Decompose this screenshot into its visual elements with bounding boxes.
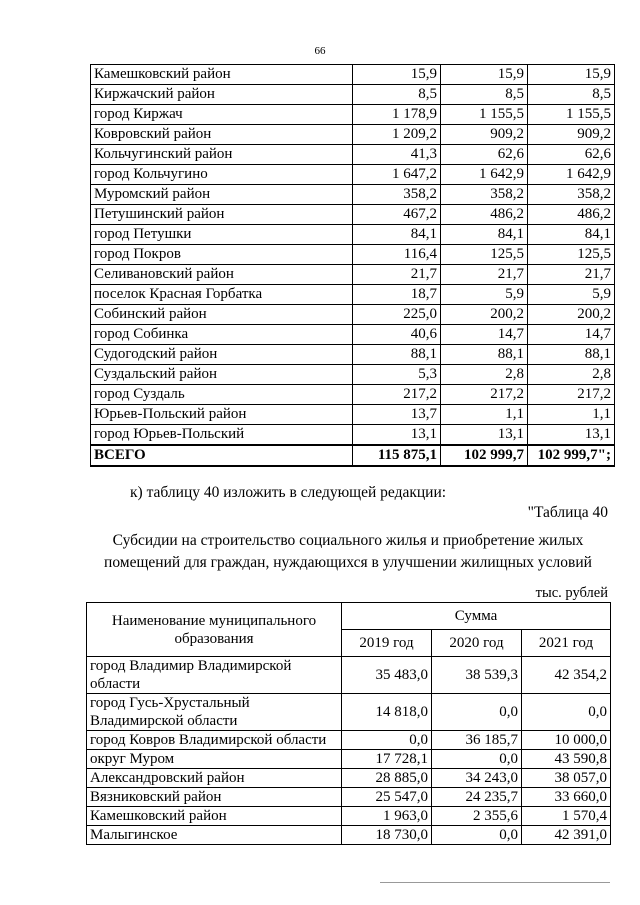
table-row — [91, 425, 615, 446]
value-2020: 909,2 — [441, 125, 528, 145]
table-row — [91, 285, 615, 305]
municipality-name: город Киржач — [91, 105, 353, 125]
value-2020: 38 539,3 — [432, 657, 522, 694]
value-2021: 84,1 — [528, 225, 615, 245]
value-2019: 467,2 — [353, 205, 441, 225]
table-row — [87, 657, 611, 694]
value-2020: 8,5 — [441, 85, 528, 105]
table-row — [91, 405, 615, 425]
value-2020: 1,1 — [441, 405, 528, 425]
table-row — [87, 694, 611, 731]
table-label: "Таблица 40 — [527, 504, 608, 521]
municipality-name: город Петушки — [91, 225, 353, 245]
municipality-name: город Кольчугино — [91, 165, 353, 185]
municipality-name: Александровский район — [87, 769, 342, 788]
total-2021: 102 999,7"; — [528, 445, 615, 466]
page-number: 66 — [314, 45, 326, 57]
scan-artifact-line — [380, 882, 610, 883]
table-row — [91, 205, 615, 225]
value-2020: 2 355,6 — [432, 807, 522, 826]
total-2020: 102 999,7 — [441, 445, 528, 466]
value-2020: 24 235,7 — [432, 788, 522, 807]
value-2021: 21,7 — [528, 265, 615, 285]
municipality-name: Муромский район — [91, 185, 353, 205]
municipality-name: Малыгинское — [87, 826, 342, 845]
value-2021: 1 155,5 — [528, 105, 615, 125]
value-2021: 8,5 — [528, 85, 615, 105]
header-municipality: Наименование муниципального образования — [87, 603, 342, 657]
value-2019: 217,2 — [353, 385, 441, 405]
municipality-name: город Ковров Владимирской области — [87, 731, 342, 750]
value-2020: 0,0 — [432, 750, 522, 769]
housing-subsidy-table — [86, 602, 611, 845]
municipality-name: город Собинка — [91, 325, 353, 345]
municipality-name: Камешковский район — [91, 65, 353, 85]
total-label: ВСЕГО — [91, 445, 353, 466]
table-row — [87, 826, 611, 845]
table-row — [87, 807, 611, 826]
value-2020: 1 155,5 — [441, 105, 528, 125]
table-row — [91, 305, 615, 325]
value-2021: 217,2 — [528, 385, 615, 405]
value-2021: 33 660,0 — [522, 788, 611, 807]
value-2019: 18,7 — [353, 285, 441, 305]
value-2019: 1 178,9 — [353, 105, 441, 125]
table-row — [87, 788, 611, 807]
value-2019: 1 963,0 — [342, 807, 432, 826]
value-2021: 200,2 — [528, 305, 615, 325]
value-2020: 62,6 — [441, 145, 528, 165]
value-2020: 200,2 — [441, 305, 528, 325]
table-row — [87, 750, 611, 769]
value-2021: 42 354,2 — [522, 657, 611, 694]
units-label: тыс. рублей — [535, 585, 608, 601]
value-2020: 125,5 — [441, 245, 528, 265]
value-2021: 5,9 — [528, 285, 615, 305]
value-2021: 909,2 — [528, 125, 615, 145]
municipality-name: Селивановский район — [91, 265, 353, 285]
value-2021: 62,6 — [528, 145, 615, 165]
table-row — [91, 345, 615, 365]
table-row — [91, 105, 615, 125]
value-2019: 13,7 — [353, 405, 441, 425]
municipality-name: город Юрьев-Польский — [91, 425, 353, 446]
value-2019: 84,1 — [353, 225, 441, 245]
value-2019: 0,0 — [342, 731, 432, 750]
header-2020: 2020 год — [432, 630, 522, 657]
table-row — [91, 325, 615, 345]
municipality-name: город Суздаль — [91, 385, 353, 405]
value-2020: 13,1 — [441, 425, 528, 446]
value-2020: 217,2 — [441, 385, 528, 405]
header-2019: 2019 год — [342, 630, 432, 657]
table-row — [91, 165, 615, 185]
value-2020: 36 185,7 — [432, 731, 522, 750]
table-row — [91, 185, 615, 205]
value-2019: 225,0 — [353, 305, 441, 325]
municipality-name: город Гусь-Хрустальный Владимирской области — [87, 694, 342, 731]
value-2020: 1 642,9 — [441, 165, 528, 185]
municipality-name: округ Муром — [87, 750, 342, 769]
municipality-name: Петушинский район — [91, 205, 353, 225]
table-row — [91, 385, 615, 405]
table-title: Субсидии на строительство социального жилья и приобретение жилых помещений для граждан, нуждающихся в улучшении жилищных условий — [104, 532, 592, 571]
value-2020: 84,1 — [441, 225, 528, 245]
value-2021: 42 391,0 — [522, 826, 611, 845]
value-2021: 486,2 — [528, 205, 615, 225]
header-sum: Сумма — [342, 603, 611, 630]
value-2019: 25 547,0 — [342, 788, 432, 807]
value-2019: 40,6 — [353, 325, 441, 345]
value-2021: 43 590,8 — [522, 750, 611, 769]
value-2021: 1 642,9 — [528, 165, 615, 185]
table-row — [91, 145, 615, 165]
value-2019: 14 818,0 — [342, 694, 432, 731]
value-2020: 88,1 — [441, 345, 528, 365]
value-2020: 15,9 — [441, 65, 528, 85]
value-2019: 18 730,0 — [342, 826, 432, 845]
value-2019: 88,1 — [353, 345, 441, 365]
value-2019: 35 483,0 — [342, 657, 432, 694]
value-2020: 0,0 — [432, 826, 522, 845]
municipality-name: Собинский район — [91, 305, 353, 325]
value-2021: 13,1 — [528, 425, 615, 446]
amendment-text: к) таблицу 40 изложить в следующей редакции: — [130, 484, 447, 501]
table-row — [91, 245, 615, 265]
header-2021: 2021 год — [522, 630, 611, 657]
municipality-name: Ковровский район — [91, 125, 353, 145]
municipality-name: Киржачский район — [91, 85, 353, 105]
municipality-name: Вязниковский район — [87, 788, 342, 807]
value-2020: 358,2 — [441, 185, 528, 205]
value-2019: 28 885,0 — [342, 769, 432, 788]
value-2021: 38 057,0 — [522, 769, 611, 788]
value-2020: 34 243,0 — [432, 769, 522, 788]
table-row — [91, 265, 615, 285]
value-2019: 1 647,2 — [353, 165, 441, 185]
table-row — [91, 365, 615, 385]
value-2019: 1 209,2 — [353, 125, 441, 145]
value-2019: 358,2 — [353, 185, 441, 205]
municipality-name: Кольчугинский район — [91, 145, 353, 165]
municipality-name: город Владимир Владимирской области — [87, 657, 342, 694]
value-2019: 116,4 — [353, 245, 441, 265]
value-2021: 0,0 — [522, 694, 611, 731]
municipality-name: Судогодский район — [91, 345, 353, 365]
continued-subsidy-table — [90, 64, 615, 467]
value-2019: 13,1 — [353, 425, 441, 446]
value-2021: 88,1 — [528, 345, 615, 365]
table-row — [91, 85, 615, 105]
municipality-name: Юрьев-Польский район — [91, 405, 353, 425]
table-row — [91, 125, 615, 145]
municipality-name: Суздальский район — [91, 365, 353, 385]
table-row — [87, 731, 611, 750]
table-row — [87, 769, 611, 788]
value-2021: 358,2 — [528, 185, 615, 205]
value-2021: 1,1 — [528, 405, 615, 425]
municipality-name: поселок Красная Горбатка — [91, 285, 353, 305]
value-2021: 15,9 — [528, 65, 615, 85]
value-2019: 21,7 — [353, 265, 441, 285]
value-2021: 14,7 — [528, 325, 615, 345]
value-2020: 5,9 — [441, 285, 528, 305]
value-2020: 14,7 — [441, 325, 528, 345]
value-2020: 2,8 — [441, 365, 528, 385]
total-2019: 115 875,1 — [353, 445, 441, 466]
value-2020: 0,0 — [432, 694, 522, 731]
value-2019: 5,3 — [353, 365, 441, 385]
value-2019: 8,5 — [353, 85, 441, 105]
total-row — [91, 445, 615, 466]
value-2021: 125,5 — [528, 245, 615, 265]
table-row — [91, 65, 615, 85]
value-2019: 17 728,1 — [342, 750, 432, 769]
value-2019: 41,3 — [353, 145, 441, 165]
value-2019: 15,9 — [353, 65, 441, 85]
municipality-name: Камешковский район — [87, 807, 342, 826]
value-2020: 21,7 — [441, 265, 528, 285]
value-2021: 2,8 — [528, 365, 615, 385]
table-row — [91, 225, 615, 245]
value-2021: 1 570,4 — [522, 807, 611, 826]
municipality-name: город Покров — [91, 245, 353, 265]
value-2021: 10 000,0 — [522, 731, 611, 750]
value-2020: 486,2 — [441, 205, 528, 225]
